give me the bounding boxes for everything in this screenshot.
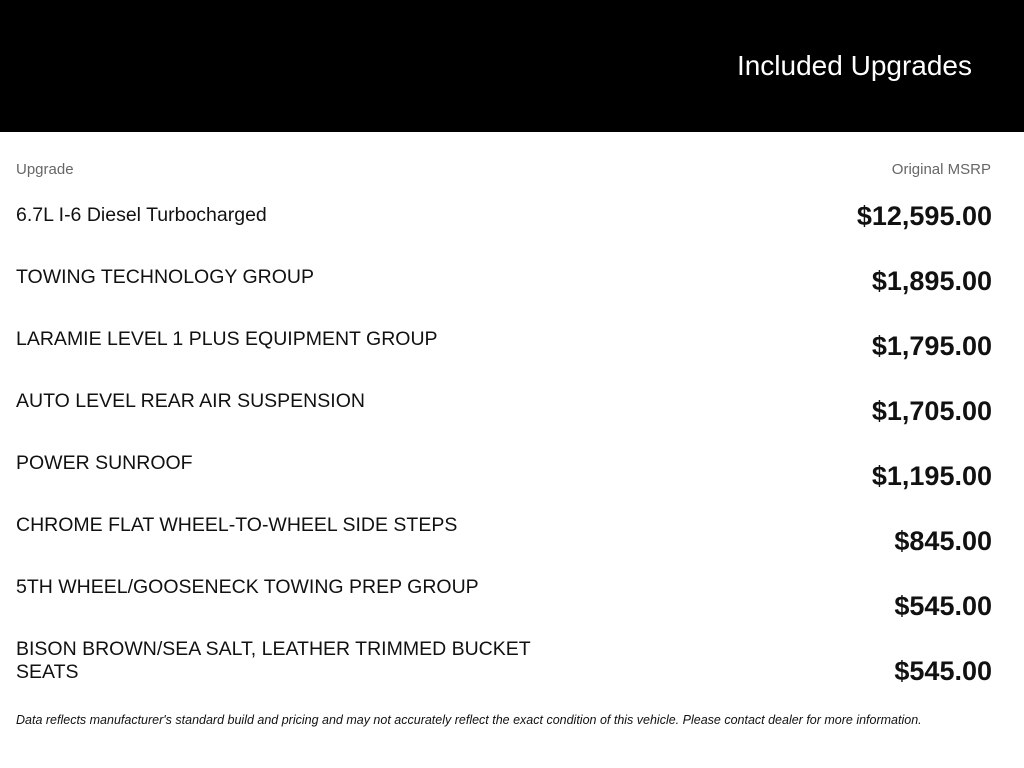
upgrade-price: $545.00 — [894, 591, 992, 621]
column-header-upgrade: Upgrade — [16, 161, 74, 178]
upgrade-price: $1,795.00 — [871, 331, 992, 361]
upgrade-price: $1,195.00 — [871, 461, 992, 491]
disclaimer-footnote: Data reflects manufacturer's standard build and pricing and may not accurately reflect the exact condition of this vehicle. Please contact dealer for more information. — [16, 713, 922, 727]
upgrade-name: TOWING TECHNOLOGY GROUP — [16, 266, 314, 288]
column-header-msrp: Original MSRP — [891, 161, 991, 178]
upgrade-name: CHROME FLAT WHEEL-TO-WHEEL SIDE STEPS — [16, 514, 458, 536]
page-title: Included Upgrades — [736, 50, 972, 81]
upgrade-name: 6.7L I-6 Diesel Turbocharged — [16, 204, 267, 226]
upgrade-price: $1,705.00 — [871, 396, 992, 426]
upgrade-name: BISON BROWN/SEA SALT, LEATHER TRIMMED BUCKET SEATS — [16, 638, 531, 683]
upgrade-name: AUTO LEVEL REAR AIR SUSPENSION — [16, 390, 365, 412]
upgrade-name: 5TH WHEEL/GOOSENECK TOWING PREP GROUP — [16, 576, 479, 598]
upgrade-price: $12,595.00 — [856, 201, 992, 231]
upgrade-price: $545.00 — [894, 656, 992, 686]
upgrade-price: $1,895.00 — [871, 266, 992, 296]
upgrade-name: POWER SUNROOF — [16, 452, 193, 474]
upgrade-name: LARAMIE LEVEL 1 PLUS EQUIPMENT GROUP — [16, 328, 438, 350]
upgrade-price: $845.00 — [894, 526, 992, 556]
